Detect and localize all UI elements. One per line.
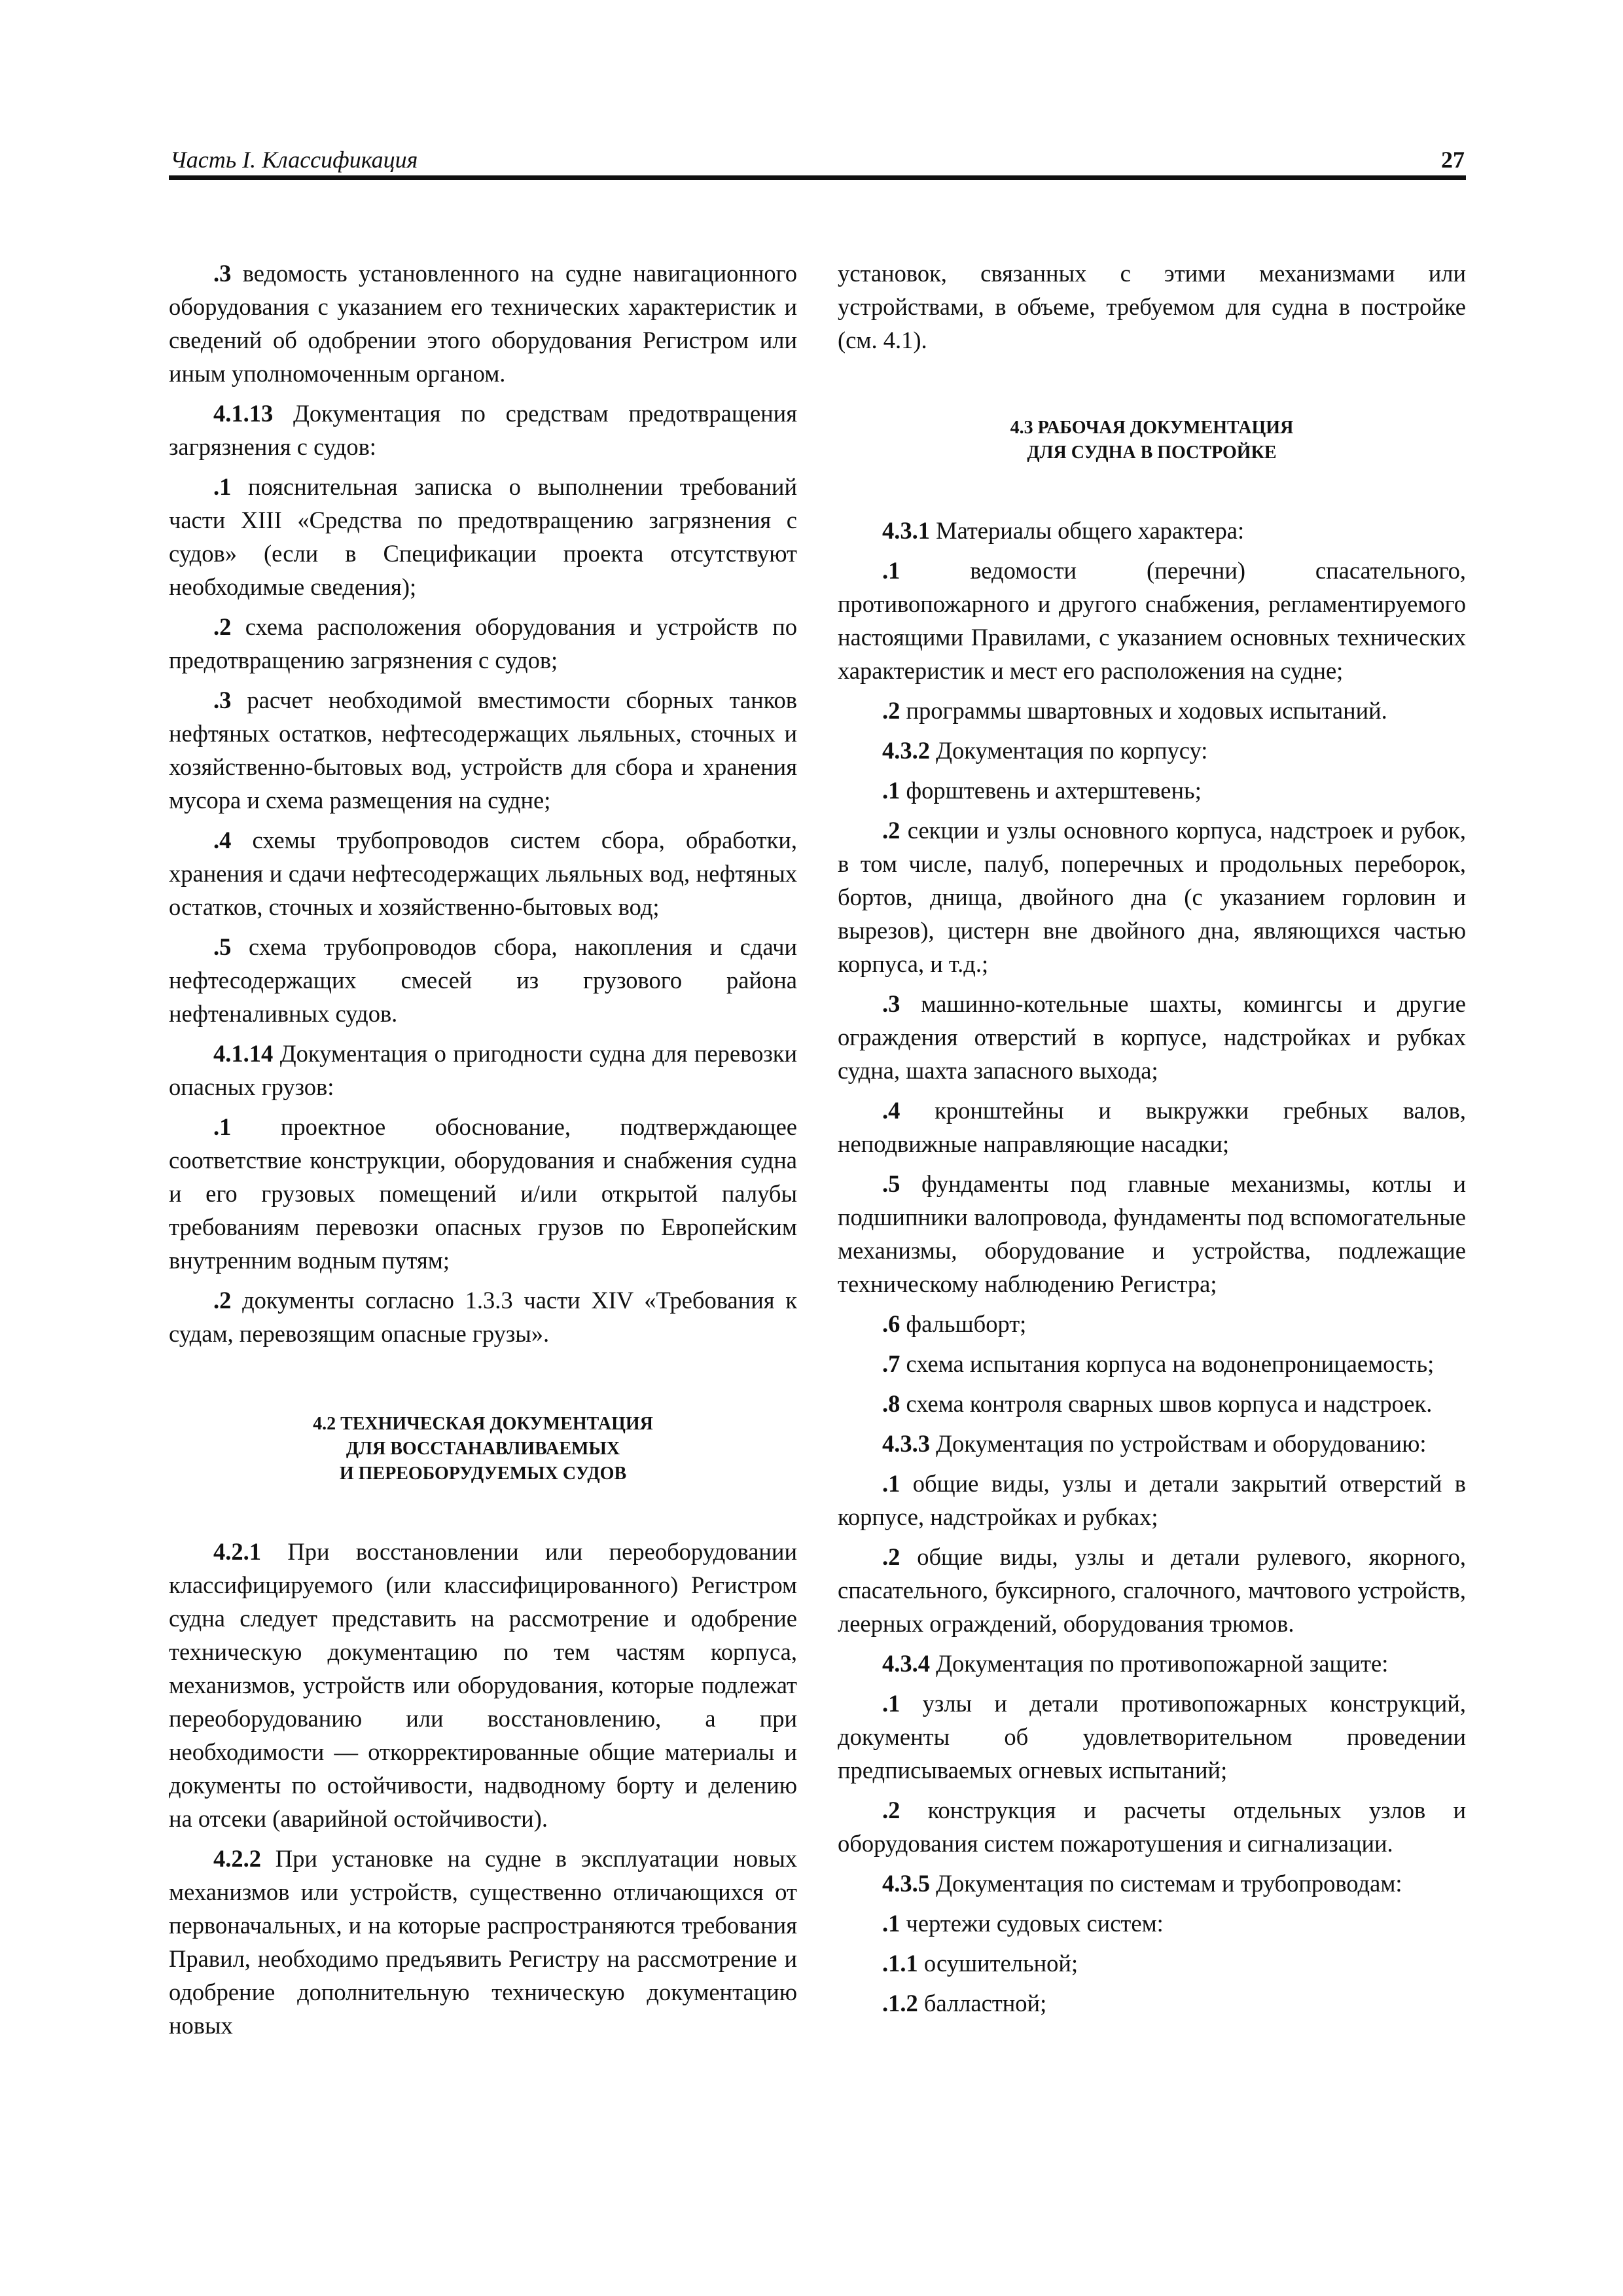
item-number: 4.1.13 (213, 400, 274, 427)
item-text: машинно-котельные шахты, комингсы и другие ограждения отверстий в корпусе, надстройках и рубках судна, шахта запасного выхода; (838, 990, 1466, 1084)
item-number: 4.2.1 (213, 1538, 261, 1565)
item-number: 4.3.2 (882, 737, 930, 764)
paragraph (838, 1387, 1466, 1420)
paragraph (838, 694, 1466, 727)
item-number: .1 (882, 1910, 901, 1937)
item-text: чертежи судовых систем: (900, 1910, 1164, 1937)
page-header (170, 145, 1465, 178)
paragraph (838, 1427, 1466, 1460)
item-number: .1 (882, 777, 901, 804)
item-number: .8 (882, 1390, 901, 1417)
item-text: расчет необходимой вместимости сборных танков нефтяных остатков, нефтесодержащих льяльных, сточных и хозяйственно-бытовых вод, устройств для сбора и хранения мусора и схема размещения на судне; (169, 687, 797, 814)
item-number: .1 (213, 1113, 232, 1140)
item-text: конструкция и расчеты отдельных узлов и оборудования систем пожаротушения и сигнализации. (838, 1797, 1466, 1857)
item-text: кронштейны и выкружки гребных валов, неподвижные направляющие насадки; (838, 1097, 1466, 1157)
item-number: 4.3.1 (882, 517, 930, 544)
paragraph (838, 1307, 1466, 1340)
paragraph: установок, связанных с этими механизмами или устройствами, в объеме, требуемом для судна в постройке (см. 4.1). (838, 260, 1466, 353)
item-number: .1 (882, 557, 901, 584)
item-number: .3 (213, 260, 232, 287)
item-number: .4 (213, 827, 232, 853)
paragraph (838, 1347, 1466, 1380)
running-title: Часть I. Классификация (170, 147, 418, 173)
paragraph (838, 514, 1466, 547)
right-column (838, 257, 1466, 2026)
section-heading-4-2 (169, 1412, 797, 1486)
item-number: .2 (882, 697, 901, 724)
item-number: .1 (882, 1690, 901, 1717)
item-text: схема контроля сварных швов корпуса и надстроек. (900, 1390, 1433, 1417)
item-text: При восстановлении или переоборудовании классифицируемого (или классифицированного) Регистром судна следует представить на рассмотрение и одобрение техническую документацию по тем частям корпуса, механизмов, устройств или оборудования, которые подлежат переоборудованию или восстановлению, а при необходимости — откорректированные общие материалы и документы по остойчивости, надводному борту и делению на отсеки (аварийной остойчивости). (169, 1538, 797, 1832)
item-number: .2 (882, 1543, 901, 1570)
paragraph (838, 1907, 1466, 1940)
item-text: Документация по противопожарной защите: (930, 1650, 1389, 1677)
header-rule (169, 175, 1466, 180)
item-number: .5 (213, 933, 232, 960)
item-number: 4.1.14 (213, 1040, 274, 1067)
section-heading-4-3 (838, 416, 1466, 465)
item-number: .1 (213, 473, 232, 500)
item-text: фальшборт; (900, 1310, 1027, 1337)
item-number: .1 (882, 1470, 901, 1497)
item-text: схема трубопроводов сбора, накопления и сдачи нефтесодержащих смесей из грузового района нефтеналивных судов. (169, 933, 797, 1027)
paragraph (169, 610, 797, 677)
paragraph (838, 1167, 1466, 1300)
item-text: общие виды, узлы и детали закрытий отверстий в корпусе, надстройках и рубках; (838, 1470, 1466, 1530)
paragraph (169, 823, 797, 924)
item-text: проектное обоснование, подтверждающее соответствие конструкции, оборудования и снабжения судна и его грузовых помещений и/или открытой палубы требованиям перевозки опасных грузов по Европейским внутренним водным путям; (169, 1113, 797, 1274)
paragraph (169, 1037, 797, 1103)
paragraph (169, 1110, 797, 1277)
paragraph (838, 774, 1466, 807)
heading-line: 4.2 ТЕХНИЧЕСКАЯ ДОКУМЕНТАЦИЯ (313, 1414, 653, 1434)
item-text: осушительной; (918, 1950, 1079, 1977)
paragraph (838, 734, 1466, 767)
item-number: .4 (882, 1097, 901, 1124)
item-text: Документация о пригодности судна для перевозки опасных грузов: (169, 1040, 797, 1100)
item-text: форштевень и ахтерштевень; (900, 777, 1202, 804)
item-number: .2 (882, 1797, 901, 1823)
item-number: .1.1 (882, 1950, 918, 1977)
paragraph (838, 1467, 1466, 1534)
paragraph (838, 1647, 1466, 1680)
item-number: .2 (213, 613, 232, 640)
paragraph (838, 1793, 1466, 1860)
item-text: Документация по корпусу: (930, 737, 1208, 764)
item-number: .3 (882, 990, 901, 1017)
item-text: программы швартовных и ходовых испытаний. (900, 697, 1387, 724)
paragraph (838, 987, 1466, 1087)
item-text: Материалы общего характера: (930, 517, 1245, 544)
item-number: .1.2 (882, 1990, 918, 2017)
heading-line: И ПЕРЕОБОРУДУЕМЫХ СУДОВ (339, 1463, 627, 1484)
paragraph (838, 1867, 1466, 1900)
paragraph (169, 683, 797, 817)
item-number: 4.3.5 (882, 1870, 930, 1897)
item-number: .5 (882, 1170, 901, 1197)
item-text: Документация по системам и трубопроводам: (930, 1870, 1402, 1897)
paragraph (169, 470, 797, 603)
item-text: балластной; (918, 1990, 1047, 2017)
paragraph (169, 1283, 797, 1350)
item-text: Документация по устройствам и оборудованию: (930, 1430, 1427, 1457)
paragraph (169, 1535, 797, 1835)
item-text: Документация по средствам предотвращения загрязнения с судов: (169, 400, 797, 460)
item-text: фундаменты под главные механизмы, котлы и подшипники валопровода, фундаменты под вспомогательные механизмы, оборудование и устройства, подлежащие техническому наблюдению Регистра; (838, 1170, 1466, 1297)
item-text: документы согласно 1.3.3 части XIV «Требования к судам, перевозящим опасные грузы». (169, 1287, 797, 1347)
item-number: 4.3.4 (882, 1650, 930, 1677)
item-text: схема расположения оборудования и устройств по предотвращению загрязнения с судов; (169, 613, 797, 673)
item-text: секции и узлы основного корпуса, надстроек и рубок, в том числе, палуб, поперечных и продольных переборок, бортов, днища, двойного дна (с указанием горловин и вырезов), цистерн вне двойного дна, являющихся частью корпуса, и т.д.; (838, 817, 1466, 977)
item-text: ведомости (перечни) спасательного, противопожарного и другого снабжения, регламентируемого настоящими Правилами, с указанием основных технических характеристик и мест его расположения на судне; (838, 557, 1466, 684)
item-text: схема испытания корпуса на водонепроницаемость; (900, 1350, 1435, 1377)
left-column (169, 257, 797, 2049)
paragraph (838, 1540, 1466, 1640)
item-number: .2 (213, 1287, 232, 1314)
item-number: 4.2.2 (213, 1845, 261, 1872)
heading-line: ДЛЯ ВОССТАНАВЛИВАЕМЫХ (346, 1439, 620, 1459)
item-text: узлы и детали противопожарных конструкций, документы об удовлетворительном проведении предписываемых огневых испытаний; (838, 1690, 1466, 1784)
item-text: При установке на судне в эксплуатации новых механизмов или устройств, существенно отличающихся от первоначальных, и на которые распространяются требования Правил, необходимо предъявить Регистру на рассмотрение и одобрение дополнительную техническую документацию новых (169, 1845, 797, 2039)
paragraph (838, 1986, 1466, 2020)
item-text: ведомость установленного на судне навигационного оборудования с указанием его технических характеристик и сведений об одобрении этого оборудования Регистром или иным уполномоченным органом. (169, 260, 797, 387)
item-number: .3 (213, 687, 232, 713)
item-text: общие виды, узлы и детали рулевого, якорного, спасательного, буксирного, сгалочного, мачтового устройств, леерных ограждений, оборудования трюмов. (838, 1543, 1466, 1637)
paragraph (169, 397, 797, 463)
item-number: .7 (882, 1350, 901, 1377)
paragraph (838, 1687, 1466, 1787)
item-number: .6 (882, 1310, 901, 1337)
item-number: .2 (882, 817, 901, 844)
paragraph (838, 1946, 1466, 1980)
heading-line: ДЛЯ СУДНА В ПОСТРОЙКЕ (1027, 442, 1277, 463)
heading-line: 4.3 РАБОЧАЯ ДОКУМЕНТАЦИЯ (1010, 418, 1294, 438)
item-number: 4.3.3 (882, 1430, 930, 1457)
item-text: пояснительная записка о выполнении требований части XIII «Средства по предотвращению загрязнения с судов» (если в Спецификации проекта отсутствуют необходимые сведения); (169, 473, 797, 600)
paragraph (169, 930, 797, 1030)
paragraph (838, 1094, 1466, 1160)
paragraph (169, 257, 797, 390)
paragraph (169, 1842, 797, 2042)
paragraph (838, 814, 1466, 980)
item-text: схемы трубопроводов систем сбора, обработки, хранения и сдачи нефтесодержащих льяльных вод, нефтяных остатков, сточных и хозяйственно-бытовых вод; (169, 827, 797, 920)
paragraph (838, 554, 1466, 687)
page-number: 27 (1441, 147, 1465, 173)
